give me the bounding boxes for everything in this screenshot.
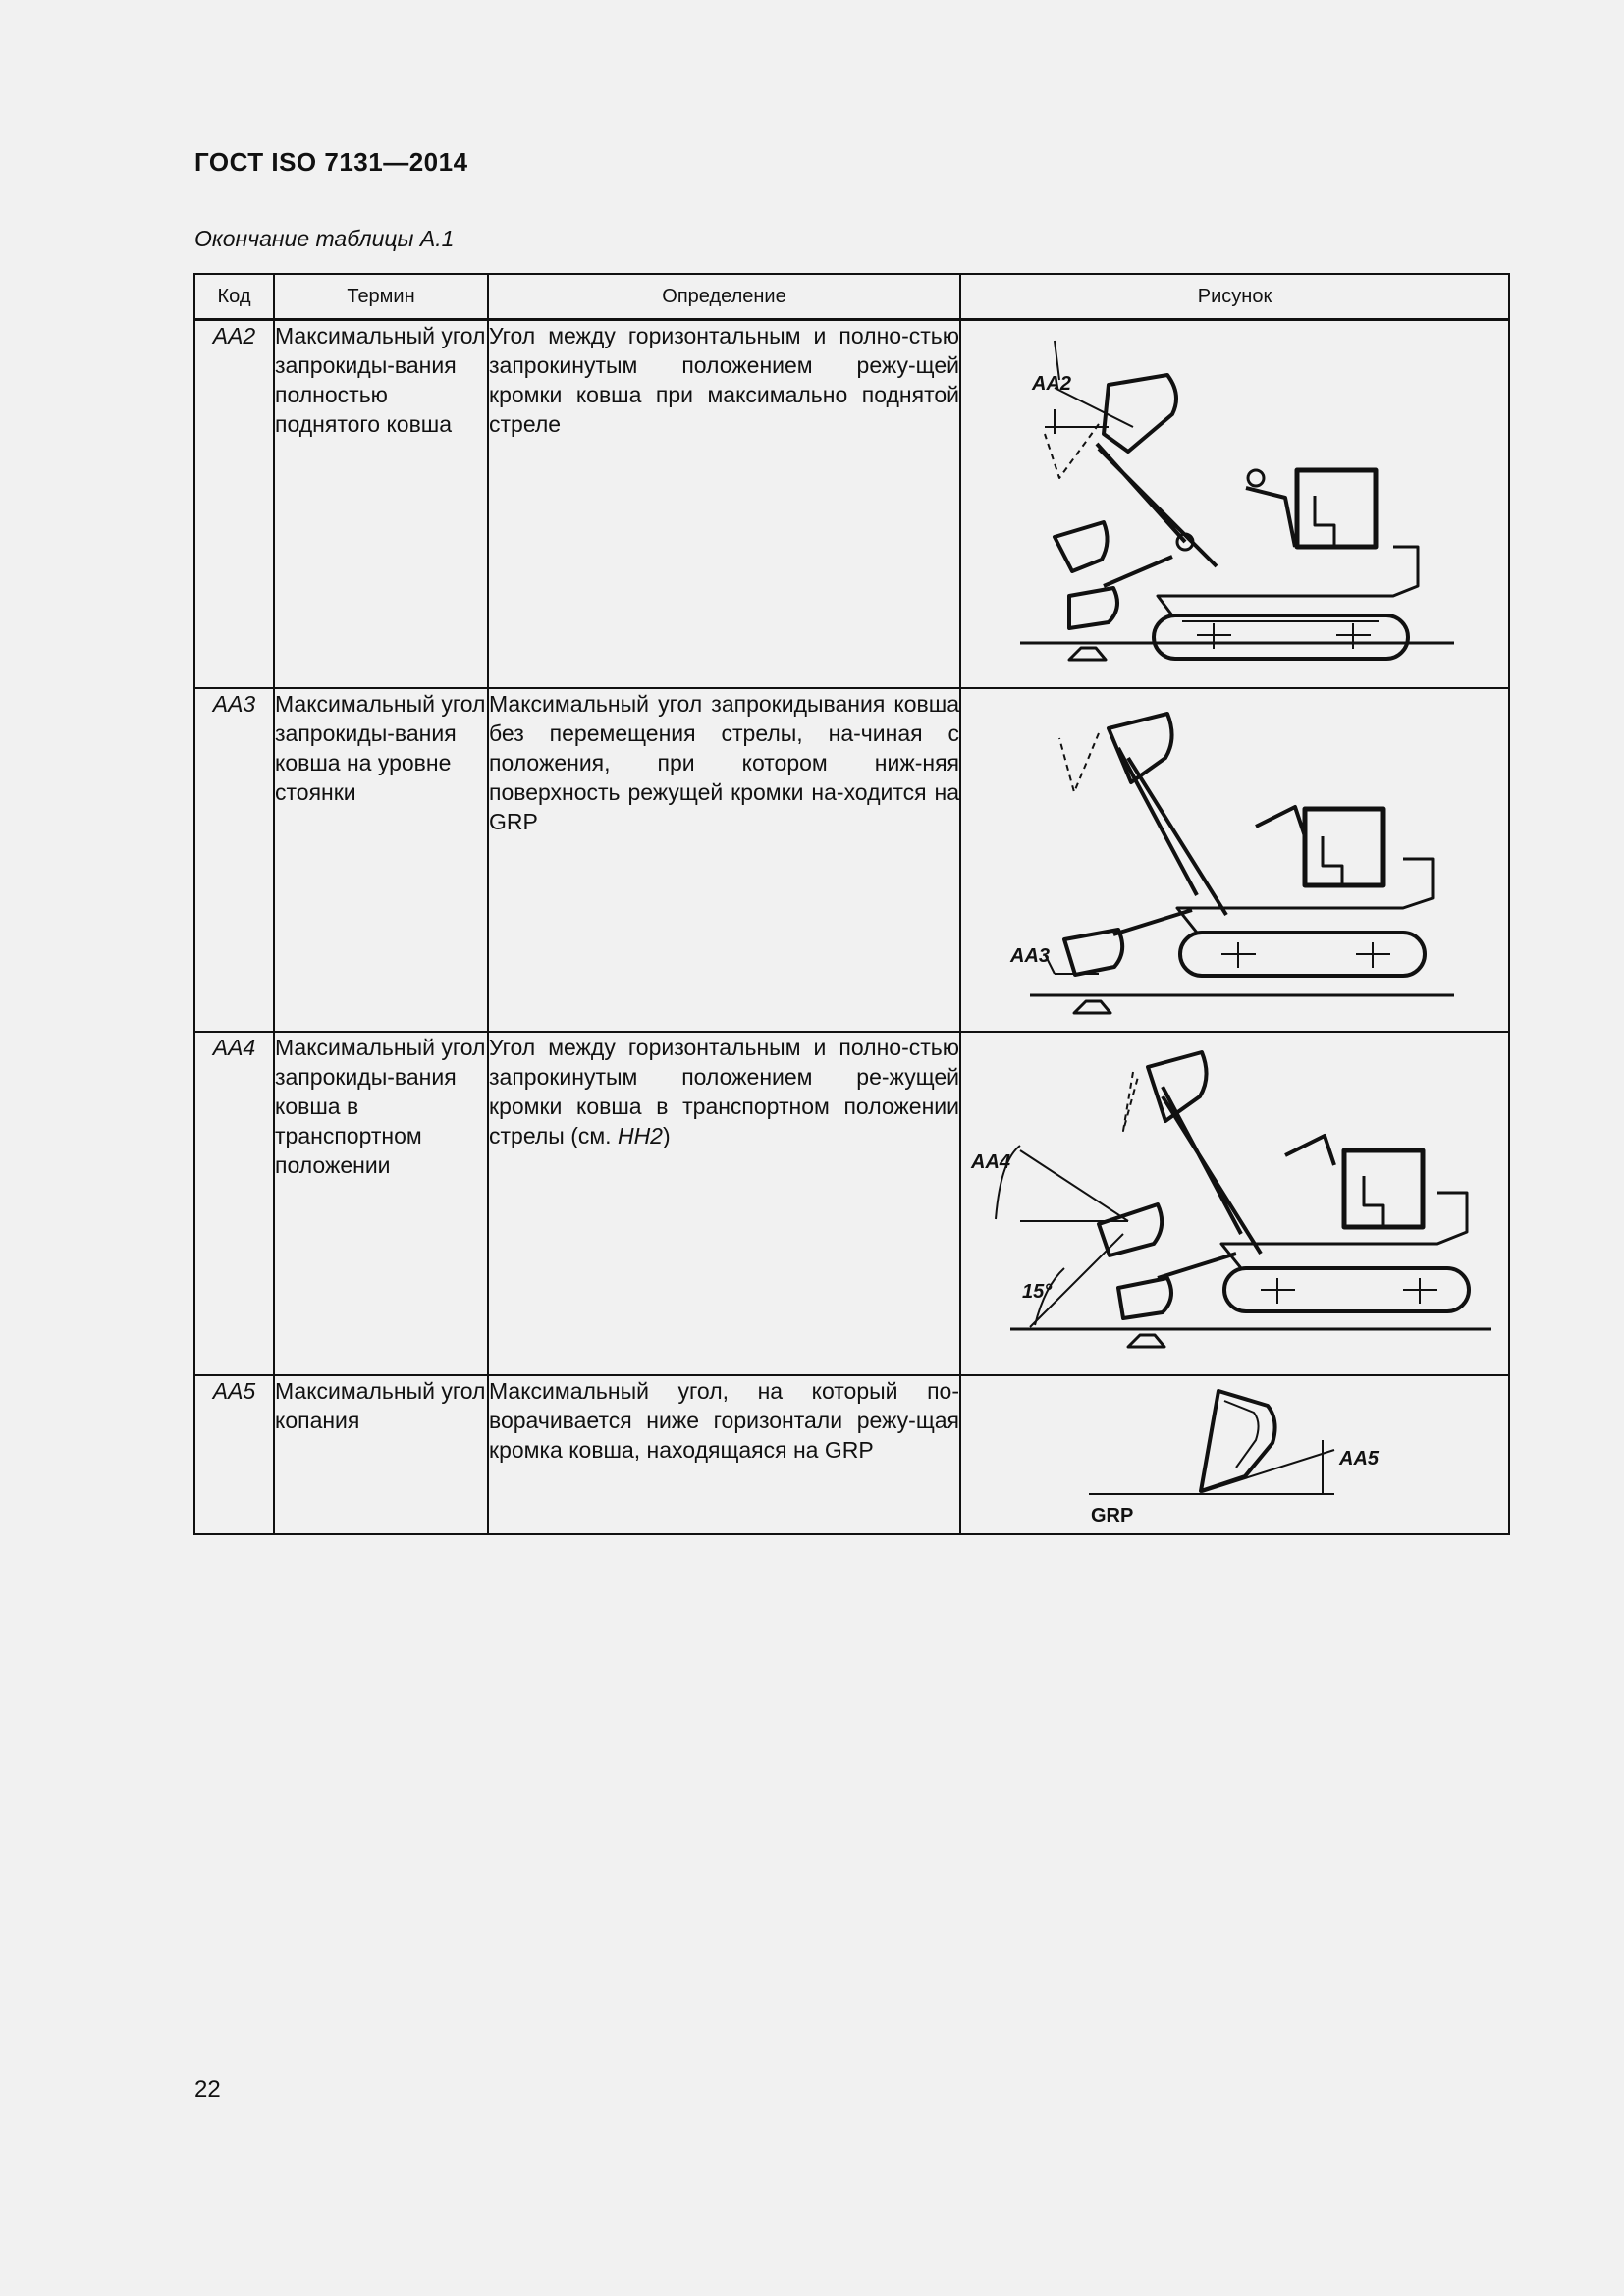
definition-suffix: ) [662,1123,671,1148]
figure-cell [960,1375,1509,1534]
term-cell: Максимальный угол запрокиды-вания полностью поднятого ковша [274,320,488,689]
bucket-figure-aa5 [961,1376,1510,1533]
ground-reference-label: GRP [1091,1505,1134,1526]
code-cell: AA2 [194,320,274,689]
figure-angle-label: 15° [1022,1281,1053,1303]
definition-cell: Угол между горизонтальным и полно-стью запрокинутым положением режу-щей кромки ковша при максимально поднятой стреле [488,320,960,689]
code-cell: AA5 [194,1375,274,1534]
definition-cell [488,1032,960,1375]
definition-cell: Максимальный угол, на который по-ворачивается ниже горизонтали режу-щая кромка ковша, находящаяся на GRP [488,1375,960,1534]
document-title: ГОСТ ISO 7131—2014 [194,147,468,177]
code-cell: AA3 [194,688,274,1032]
definition-cell: Максимальный угол запрокидывания ковша без перемещения стрелы, на-чиная с положения, при котором ниж-няя поверхность режущей кромки на-ходится на GRP [488,688,960,1032]
loader-figure-aa2 [961,321,1510,687]
code-cell: AA4 [194,1032,274,1375]
figure-cell [960,688,1509,1032]
term-cell: Максимальный угол копания [274,1375,488,1534]
loader-figure-aa3 [961,689,1510,1031]
table-row [194,688,1509,1032]
column-header-code: Код [194,274,274,320]
column-header-term: Термин [274,274,488,320]
figure-label-aa3: AA3 [1010,945,1051,967]
table-caption: Окончание таблицы А.1 [194,226,455,251]
loader-figure-aa4 [961,1033,1510,1374]
figure-label-aa5: AA5 [1339,1448,1380,1469]
column-header-figure: Рисунок [960,274,1509,320]
table-row [194,320,1509,689]
term-cell: Максимальный угол запрокиды-вания ковша в транспортном положении [274,1032,488,1375]
figure-cell [960,320,1509,689]
page-number: 22 [194,2076,221,2103]
term-cell: Максимальный угол запрокиды-вания ковша на уровне стоянки [274,688,488,1032]
definition-reference: HH2 [617,1123,663,1148]
table-header-row [194,274,1509,320]
terms-table [193,273,1510,1535]
figure-label-aa2: AA2 [1032,373,1072,395]
definition-text: Угол между горизонтальным и полно-стью запрокинутым положением ре-жущей кромки ковша в транспортном положении стрелы (см. [489,1035,959,1148]
table-row [194,1375,1509,1534]
figure-cell [960,1032,1509,1375]
column-header-definition: Определение [488,274,960,320]
figure-label-aa4: AA4 [971,1151,1011,1173]
table-row [194,1032,1509,1375]
